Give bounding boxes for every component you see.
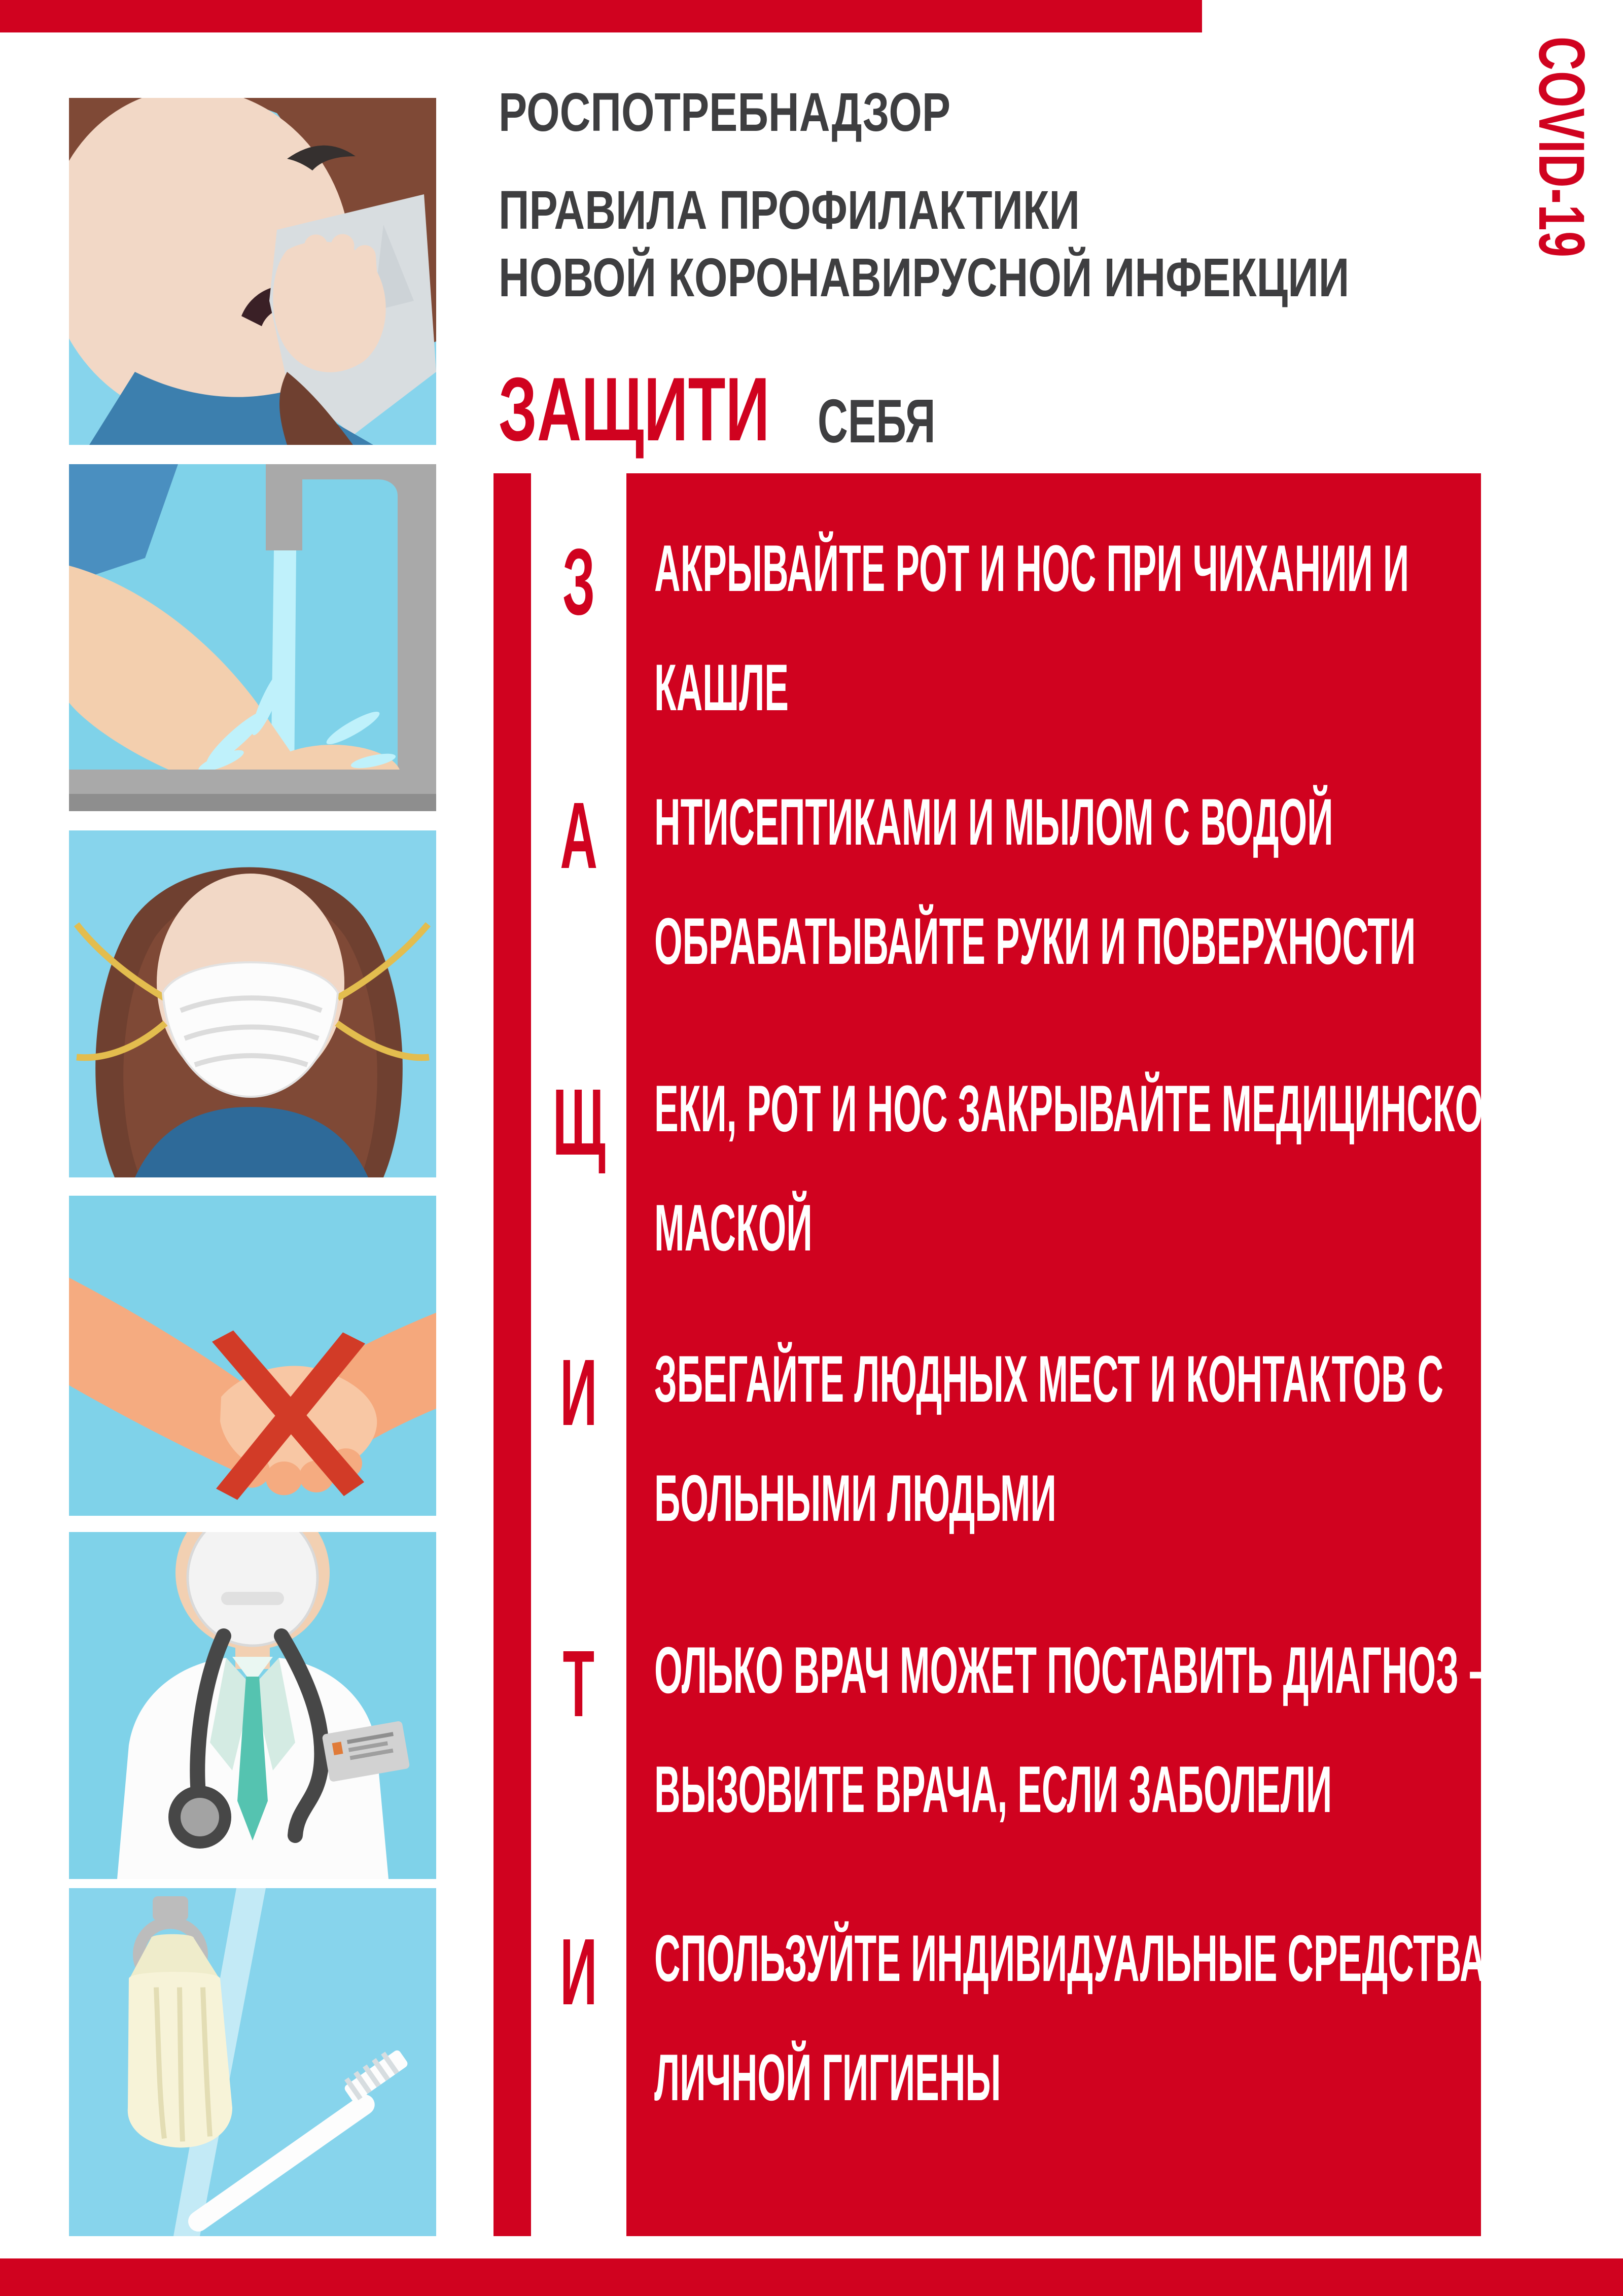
covid19-label: COVID-19 — [1525, 37, 1598, 258]
sneeze-into-tissue-illustration — [69, 98, 436, 445]
rule-text-line — [654, 904, 1623, 978]
acrostic-letter-text: И — [560, 1920, 597, 2025]
acrostic-letter — [531, 1340, 626, 1445]
rule-text-line — [654, 1921, 1623, 1995]
rule-text-line — [654, 1633, 1623, 1707]
rule-text-line — [654, 531, 1623, 605]
rule-text-line — [654, 1461, 1386, 1535]
rule-text-line — [654, 1191, 942, 1265]
acrostic-letter — [531, 530, 626, 635]
doctor-illustration — [69, 1532, 436, 1879]
protect-word-dark — [818, 387, 991, 456]
rule-text: НТИСЕПТИКАМИ И МЫЛОМ С ВОДОЙ — [654, 785, 1333, 859]
agency-title-text: РОСПОТРЕБНАДЗОР — [499, 81, 951, 143]
rule-text-line — [654, 2040, 1285, 2114]
rule-text: ЕКИ, РОТ И НОС ЗАКРЫВАЙТЕ МЕДИЦИНСКОЙ — [654, 1071, 1509, 1145]
poster-title-line2 — [499, 247, 1589, 308]
rule-text: ОЛЬКО ВРАЧ МОЖЕТ ПОСТАВИТЬ ДИАГНОЗ – — [654, 1633, 1489, 1707]
doctor-icon — [69, 1532, 436, 1879]
acrostic-letter-text: Щ — [552, 1070, 606, 1175]
acrostic-letter-text: А — [560, 783, 597, 888]
rule-text: ВЫЗОВИТЕ ВРАЧА, ЕСЛИ ЗАБОЛЕЛИ — [654, 1752, 1332, 1826]
acrostic-letter-text: З — [562, 530, 595, 635]
hand-washing-illustration — [69, 464, 436, 811]
protect-word-dark-text: СЕБЯ — [818, 387, 936, 456]
rule-text: ОБРАБАТЫВАЙТЕ РУКИ И ПОВЕРХНОСТИ — [654, 904, 1416, 978]
rule-text: МАСКОЙ — [654, 1191, 813, 1265]
agency-title — [499, 81, 1078, 143]
protect-word-red-text: ЗАЩИТИ — [499, 359, 770, 460]
no-handshake-illustration — [69, 1196, 436, 1516]
acrostic-letter — [531, 783, 626, 888]
no-handshake-icon — [69, 1196, 436, 1516]
hand-washing-icon — [69, 464, 436, 811]
bottom-red-bar — [0, 2258, 1623, 2296]
rule-text-line — [654, 1752, 1623, 1826]
personal-hygiene-illustration — [69, 1888, 436, 2236]
rule-text: ЗБЕГАЙТЕ ЛЮДНЫХ МЕСТ И КОНТАКТОВ С — [654, 1342, 1444, 1416]
poster-title-line1-text: ПРАВИЛА ПРОФИЛАКТИКИ — [499, 179, 1080, 240]
sneeze-into-tissue-icon — [69, 98, 436, 445]
rule-text-line — [654, 1342, 1623, 1416]
acrostic-letter-text: И — [560, 1340, 597, 1445]
acrostic-letter — [531, 1920, 626, 2025]
rule-text-line — [654, 650, 899, 724]
acrostic-letter — [531, 1631, 626, 1736]
poster-title-line2-text: НОВОЙ КОРОНАВИРУСНОЙ ИНФЕКЦИИ — [499, 247, 1350, 308]
acrostic-letter-text: Т — [562, 1631, 595, 1736]
top-red-bar — [0, 0, 1202, 32]
rule-text: БОЛЬНЫМИ ЛЮДЬМИ — [654, 1461, 1056, 1535]
medical-mask-icon — [69, 830, 436, 1177]
medical-mask-illustration — [69, 830, 436, 1177]
rule-text: КАШЛЕ — [654, 650, 789, 724]
rule-text: ЛИЧНОЙ ГИГИЕНЫ — [654, 2040, 1001, 2114]
acrostic-letter — [531, 1070, 626, 1175]
rule-text-line — [654, 1071, 1623, 1145]
rule-text: АКРЫВАЙТЕ РОТ И НОС ПРИ ЧИХАНИИ И — [654, 531, 1409, 605]
rule-text-line — [654, 785, 1623, 859]
personal-hygiene-icon — [69, 1888, 436, 2236]
red-strip — [493, 473, 531, 2236]
rule-text: СПОЛЬЗУЙТЕ ИНДИВИДУАЛЬНЫЕ СРЕДСТВА — [654, 1921, 1486, 1995]
poster-title-line1 — [499, 179, 1244, 240]
